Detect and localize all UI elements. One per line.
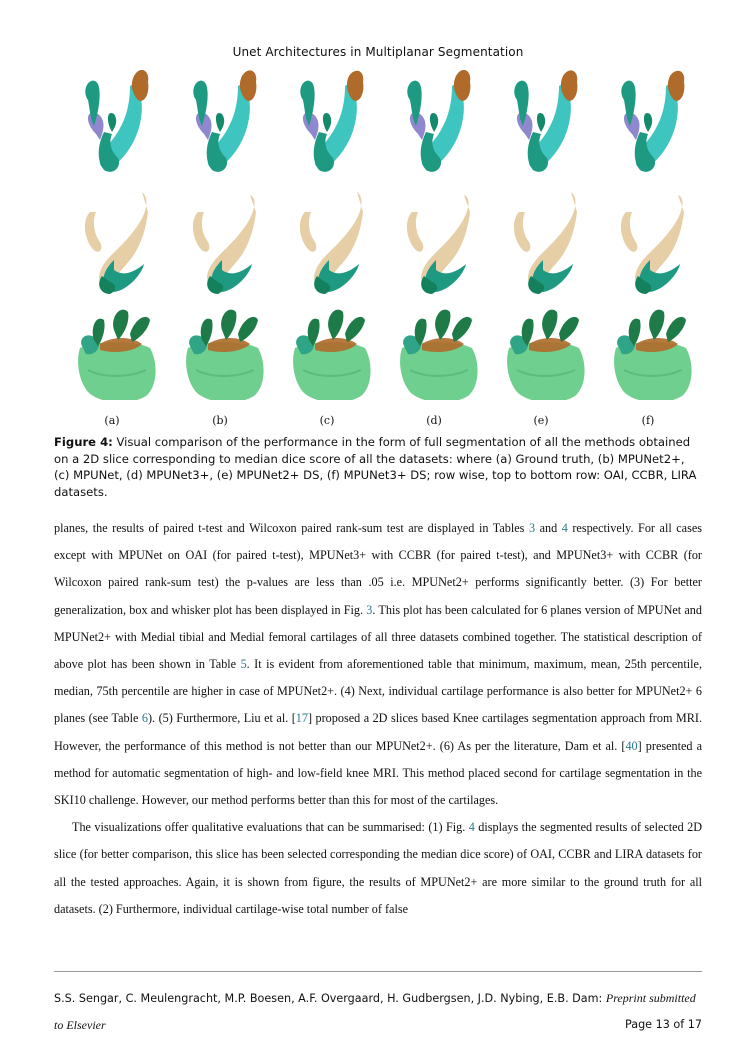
text-run: . This plot has been calculated for 6 planes version of MPUNet and MPUNet2+ with Medial tibial and Medial femoral cartilages of all three datasets combined together. The statistical description of above plot has been shown in Table [54, 602, 702, 672]
subfigure-label-c: (c) [319, 414, 335, 427]
text-run: respectively. For all cases except with MPUNet on OAI (for paired t-test), MPUNet3+ with CCBR (for paired t-test), and MPUNet3+ with CCBR (for Wilcoxon paired rank-sum test) the p-values are less than .05 i.e. MPUNet2+ performs significantly better. (3) For better generalization, box and whisker plot has been displayed in Fig. [54, 521, 702, 617]
page-number: Page 13 of 17 [624, 1018, 702, 1031]
subfigure-label-d: (d) [426, 414, 442, 427]
text-run: and [535, 521, 562, 535]
tibial-cartilage-shape [193, 212, 209, 252]
footer-journal: to Elsevier [54, 1018, 106, 1032]
tibial-cartilage-shape [621, 212, 637, 252]
text-run: ] proposed a 2D slices based Knee cartilages segmentation approach from MRI. However, the performance of this method is not better than our MPUNet2+. (6) As per the literature, Dam et al. [ [54, 711, 702, 753]
segmentation-oai-a [85, 70, 148, 172]
segmentation-ccbr-d [407, 195, 470, 294]
subfigure-label-e: (e) [533, 414, 549, 427]
cartilage-shape [323, 113, 331, 132]
footer-divider [54, 971, 702, 972]
cartilage-shape [430, 113, 438, 132]
subfigure-label-a: (a) [104, 414, 120, 427]
segmentation-oai-f [621, 71, 684, 172]
segmentation-oai-e [514, 70, 577, 171]
cartilage-shape [328, 310, 343, 340]
cartilage-shape [649, 310, 664, 340]
citation-40-link[interactable]: 40 [625, 738, 638, 753]
segmentation-ccbr-e [514, 192, 577, 294]
tibial-cartilage-shape [85, 212, 101, 252]
segmentation-ccbr-a [85, 192, 148, 294]
subfigure-label-f: (f) [641, 414, 655, 427]
segmentation-ccbr-c [300, 192, 363, 294]
figure-4-link[interactable]: 4 [468, 820, 475, 835]
caption-label: Figure 4: [54, 435, 113, 449]
segmentation-oai-c [300, 71, 363, 172]
text-run: . It is evident from aforementioned table that minimum, maximum, mean, 25th percentile, median, 75th percentile are higher in case of MPUNet2+. (4) Next, individual cartilage performance is also better for MPUNet2+ 6 planes (see Table [54, 657, 702, 726]
cartilage-shape [345, 317, 365, 342]
subfigure-label-b: (b) [212, 414, 228, 427]
segmentation-lira-c [293, 310, 371, 400]
cartilage-shape [559, 317, 579, 342]
citation-17-link[interactable]: 17 [295, 711, 308, 726]
text-run: planes, the results of paired t-test and Wilcoxon paired rank-sum test are displayed in Tables [54, 521, 529, 535]
figure-4-grid [54, 70, 702, 400]
segmentation-ccbr-f [621, 195, 684, 294]
table-5-link[interactable]: 5 [240, 657, 247, 672]
segmentation-lira-b [186, 310, 264, 400]
segmentation-lira-a [78, 310, 156, 400]
cartilage-shape [216, 113, 224, 132]
paragraph-2 [54, 814, 702, 923]
figure-3-link[interactable]: 3 [366, 602, 373, 617]
body-text [54, 515, 702, 923]
tibial-cartilage-shape [407, 212, 423, 252]
cartilage-shape [238, 317, 258, 342]
figure-4 [54, 70, 702, 380]
cartilage-shape [452, 317, 472, 342]
table-6-link[interactable]: 6 [141, 711, 148, 726]
segmentation-lira-f [614, 310, 692, 400]
cartilage-shape [644, 113, 652, 132]
segmentation-oai-d [407, 70, 470, 172]
cartilage-shape [130, 317, 150, 342]
cartilage-shape [113, 310, 128, 340]
table-4-link[interactable]: 4 [561, 521, 568, 535]
segmentation-lira-e [507, 310, 585, 400]
segmentation-lira-d [400, 310, 478, 400]
cartilage-shape [108, 113, 116, 132]
running-header: Unet Architectures in Multiplanar Segmentation [232, 45, 524, 59]
tibial-cartilage-shape [300, 212, 316, 252]
footer-authors: S.S. Sengar, C. Meulengracht, M.P. Boesen, A.F. Overgaard, H. Gudbergsen, J.D. Nybing, E.B. Dam: [54, 992, 606, 1005]
tibial-cartilage-shape [514, 212, 530, 252]
table-3-link[interactable]: 3 [528, 521, 536, 535]
footer-line-1 [54, 985, 702, 1012]
cartilage-shape [537, 113, 545, 132]
cartilage-shape [542, 310, 557, 340]
text-run: ). (5) Furthermore, Liu et al. [ [147, 711, 296, 726]
paragraph-1 [54, 515, 702, 814]
cartilage-shape [221, 310, 236, 340]
page-footer [54, 985, 702, 1038]
text-run: The visualizations offer qualitative evaluations that can be summarised: (1) Fig. [72, 820, 469, 835]
figure-caption [54, 434, 702, 500]
cartilage-shape [666, 317, 686, 342]
footer-line-2 [54, 1012, 702, 1038]
segmentation-oai-b [193, 70, 256, 171]
caption-text: Visual comparison of the performance in the form of full segmentation of all the methods obtained on a 2D slice corresponding to median dice score of all the datasets: where (a) Ground truth, (b) MPUNet2+, (c) MPUNet, (d) MPUNet3+, (e) MPUNet2+ DS, (f) MPUNet3+ DS; row wise, top to bottom row: OAI, CCBR, LIRA datasets. [54, 435, 697, 499]
text-run: displays the segmented results of selected 2D slice (for better comparison, this slice has been selected corresponding the median dice score) of OAI, CCBR and LIRA datasets for all the tested approaches. Again, it is shown from figure, the results of MPUNet2+ are more similar to the ground truth for all datasets. (2) Furthermore, individual cartilage-wise total number of false [54, 820, 702, 916]
cartilage-shape [435, 310, 450, 340]
text-run: ] presented a method for automatic segmentation of high- and low-field knee MRI. This method placed second for cartilage segmentation in the SKI10 challenge. However, our method performs better than this for most of the cartilages. [54, 738, 702, 808]
footer-preprint-note: Preprint submitted [605, 991, 696, 1005]
segmentation-ccbr-b [193, 195, 256, 294]
